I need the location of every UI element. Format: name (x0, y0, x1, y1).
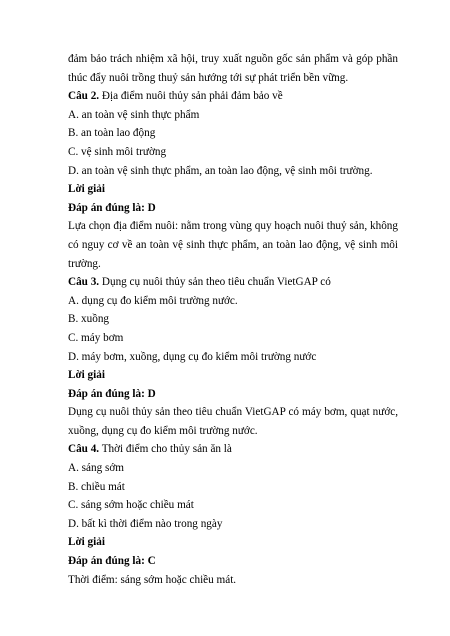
paragraph-line: đảm bảo trách nhiệm xã hội, truy xuất nguồn gốc sản phẩm và góp phần (68, 53, 398, 65)
question-text: Thời điểm cho thủy sản ăn là (99, 443, 232, 456)
document-page (68, 50, 398, 589)
solution-heading: Lời giải (68, 369, 105, 382)
explanation-line: Thời điểm: sáng sớm hoặc chiều mát. (68, 573, 237, 586)
question-text: Địa điểm nuôi thủy sản phải đảm bảo về (99, 90, 283, 103)
solution-heading: Lời giải (68, 536, 105, 549)
correct-answer: Đáp án đúng là: D (68, 201, 156, 214)
answer-option: B. chiều mát (68, 480, 125, 493)
answer-option: A. dụng cụ đo kiểm môi trường nước. (68, 294, 238, 307)
correct-answer: Đáp án đúng là: C (68, 555, 156, 568)
question-number: Câu 4. (68, 443, 100, 456)
correct-answer: Đáp án đúng là: D (68, 387, 156, 400)
answer-option: B. xuồng (68, 313, 110, 326)
answer-option: D. an toàn vệ sinh thực phẩm, an toàn lao động, vệ sinh môi trường. (68, 164, 373, 177)
explanation-line: trường. (68, 257, 101, 270)
answer-option: C. sáng sớm hoặc chiều mát (68, 499, 194, 512)
explanation-line: Dụng cụ nuôi thủy sản theo tiêu chuẩn VietGAP có máy bơm, quạt nước, (68, 406, 398, 419)
question-text: Dụng cụ nuôi thủy sản theo tiêu chuẩn VietGAP có (99, 276, 331, 289)
answer-option: C. vệ sinh môi trường (68, 145, 167, 158)
question-heading (68, 87, 398, 106)
answer-option: D. máy bơm, xuồng, dụng cụ đo kiểm môi trường nước (68, 350, 317, 363)
question-number: Câu 2. (68, 90, 100, 103)
answer-option: B. an toàn lao động (68, 127, 156, 140)
question-heading (68, 273, 398, 292)
paragraph-line: thúc đẩy nuôi trồng thuỷ sản hướng tới sự phát triển bền vững. (68, 71, 349, 84)
question-heading (68, 440, 398, 459)
question-number: Câu 3. (68, 276, 100, 289)
answer-option: C. máy bơm (68, 331, 124, 344)
explanation-line: có nguy cơ về an toàn vệ sinh thực phẩm, an toàn lao động, vệ sinh môi (68, 238, 398, 251)
answer-option: A. an toàn vệ sinh thực phẩm (68, 108, 200, 121)
explanation-line: Lựa chọn địa điểm nuôi: nằm trong vùng quy hoạch nuôi thuỷ sản, không (68, 220, 398, 233)
explanation-line: xuồng, dụng cụ đo kiểm môi trường nước. (68, 424, 258, 437)
solution-heading: Lời giải (68, 183, 105, 196)
answer-option: A. sáng sớm (68, 462, 124, 475)
answer-option: D. bất kì thời điểm nào trong ngày (68, 517, 223, 530)
